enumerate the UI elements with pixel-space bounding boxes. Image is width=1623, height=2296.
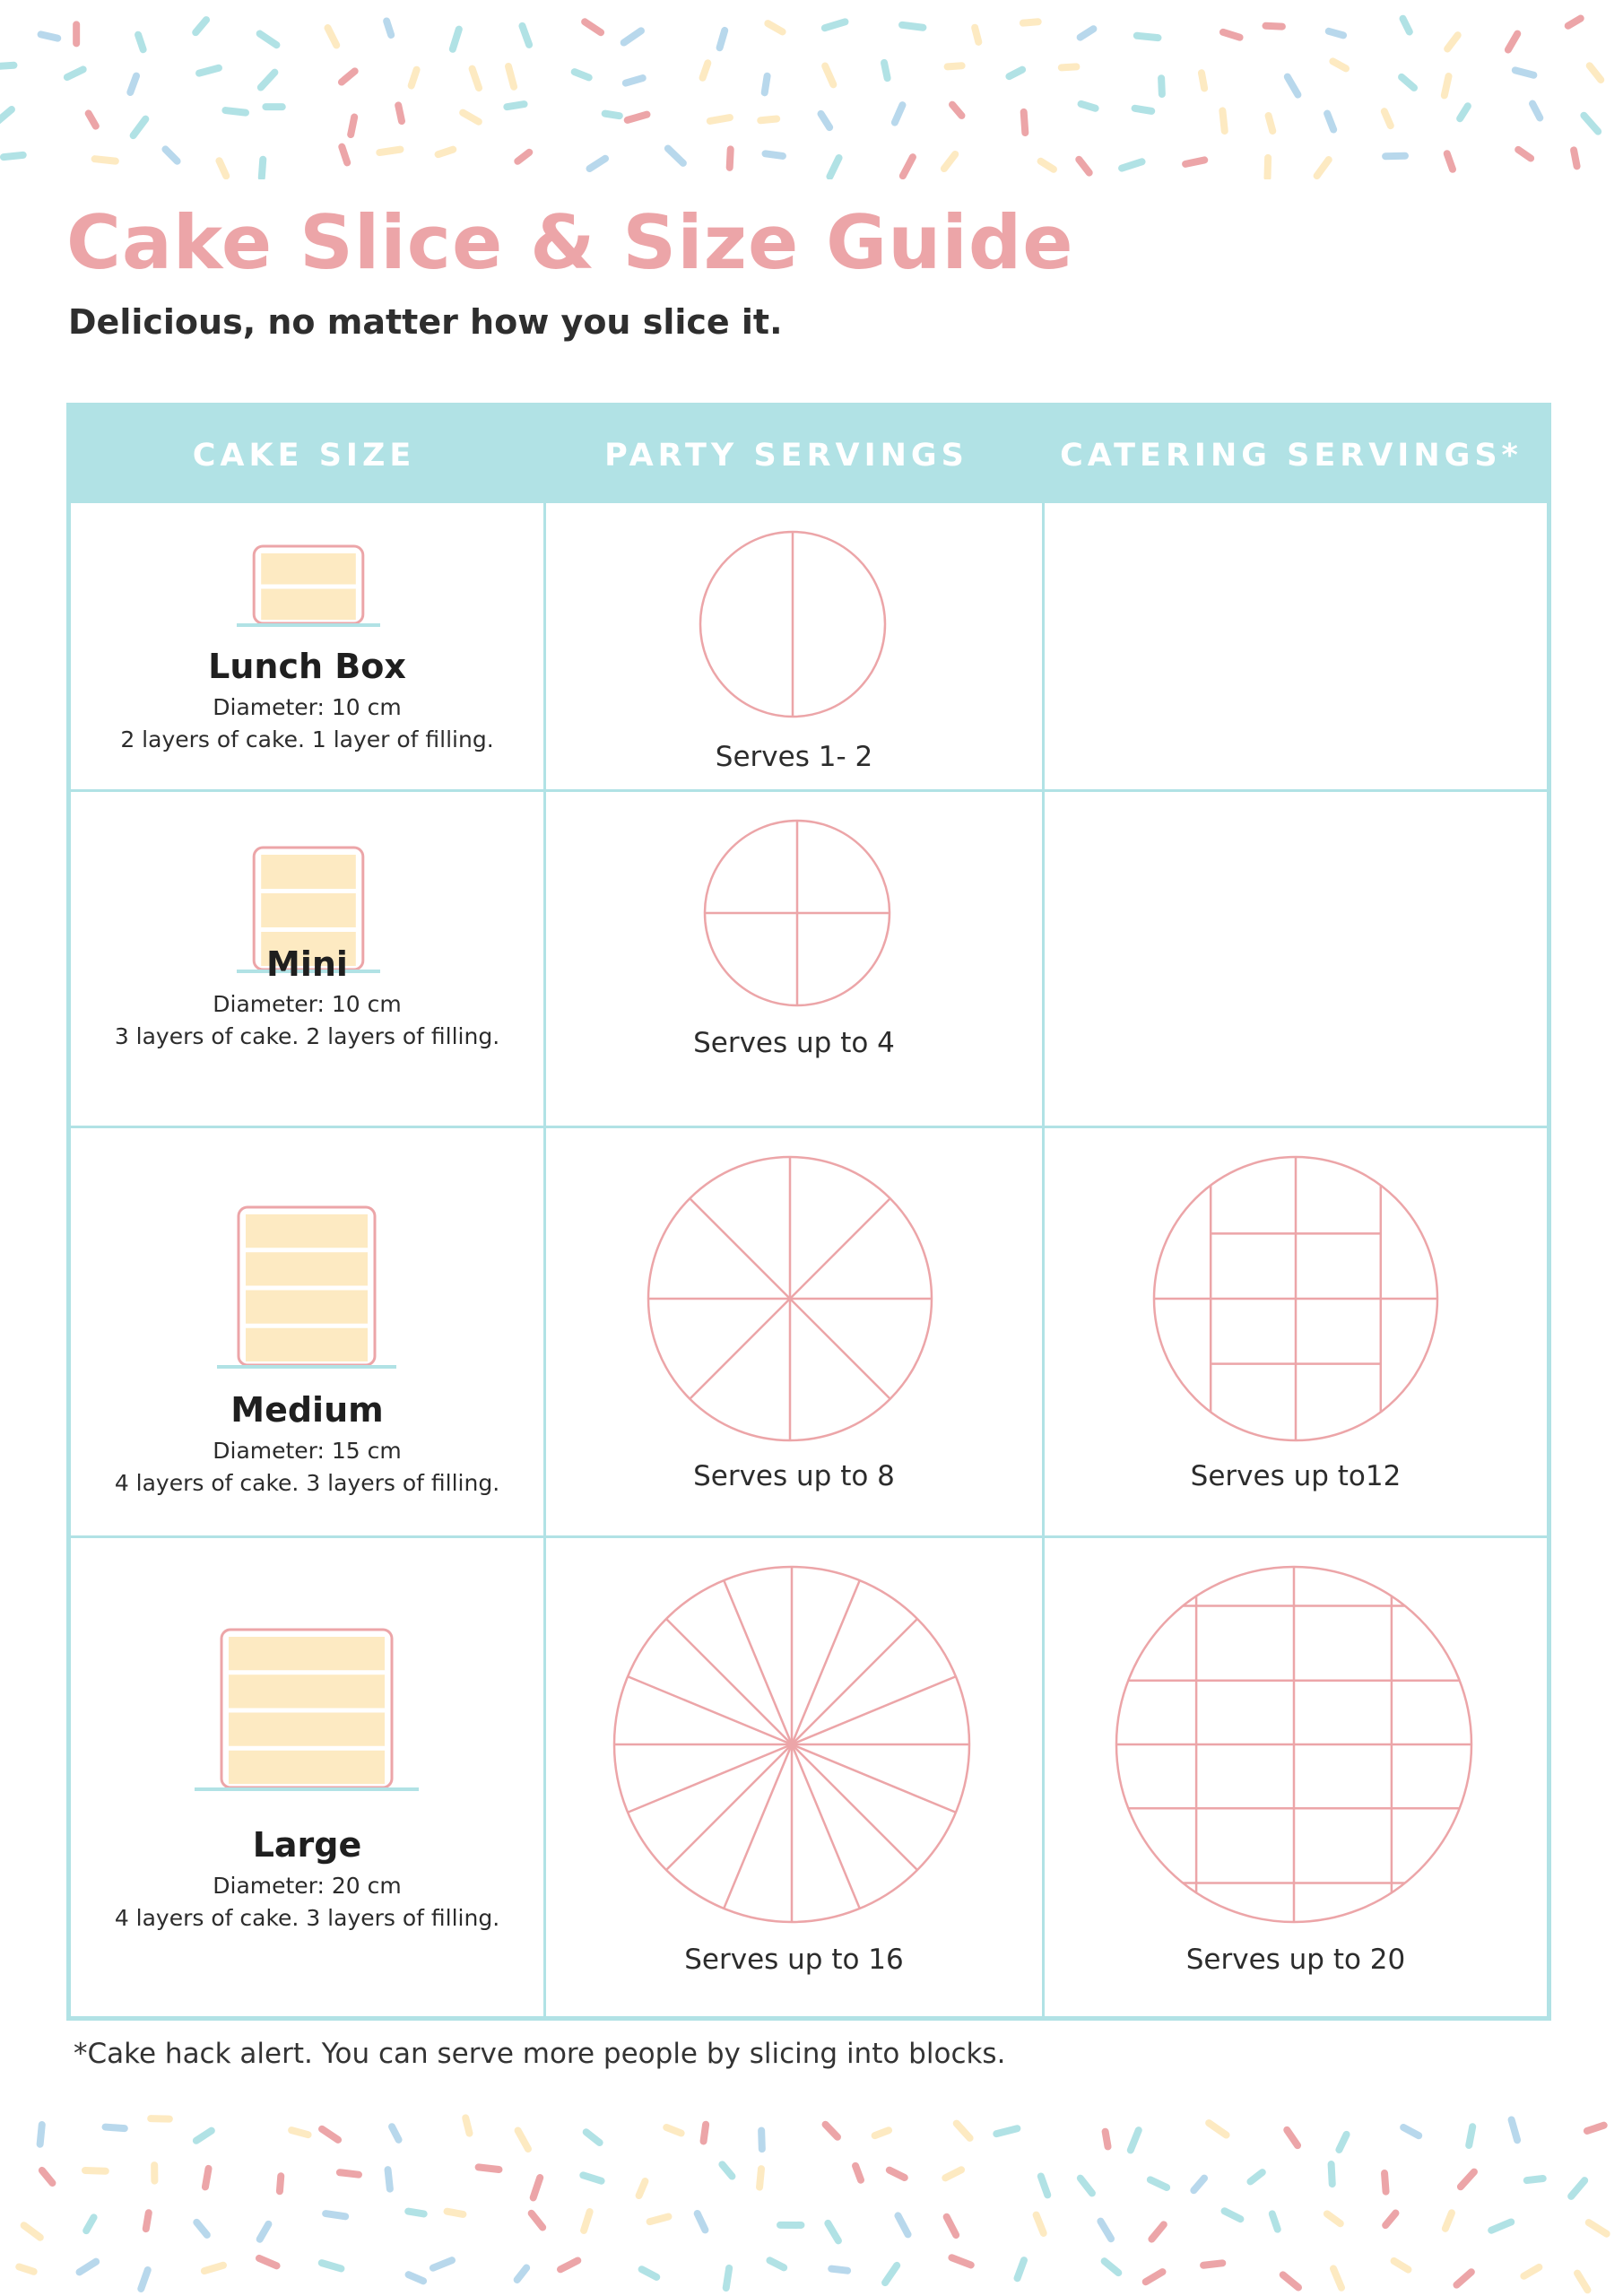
catering-serving-label: Serves up to12: [1190, 1460, 1402, 1492]
sprinkle: [996, 2128, 1017, 2134]
sprinkle: [4, 155, 23, 157]
sprinkle: [106, 2127, 125, 2129]
sprinkle: [1402, 77, 1414, 88]
sprinkle: [453, 30, 459, 49]
table-row-large: [71, 1538, 543, 2016]
sprinkle: [204, 2266, 223, 2271]
cake-layer: [229, 1751, 385, 1784]
sprinkle: [1574, 150, 1577, 166]
sprinkle: [1137, 36, 1159, 38]
cake-layer: [261, 893, 356, 927]
sprinkle: [722, 2164, 732, 2176]
sprinkle: [146, 2213, 149, 2229]
sprinkle: [260, 2224, 269, 2239]
sprinkle: [885, 2266, 897, 2283]
party-serving-label: Serves up to 4: [693, 1027, 895, 1059]
sprinkle: [1209, 2123, 1226, 2135]
sprinkle: [1329, 31, 1343, 36]
sprinkle: [134, 119, 146, 135]
table-header-row: [71, 407, 1547, 503]
sprinkle: [89, 113, 96, 126]
catering-serving-large: [1045, 1538, 1547, 2016]
sprinkle: [199, 68, 219, 74]
slice-cut: [790, 1198, 890, 1299]
sprinkle: [759, 2169, 761, 2187]
sprinkle: [463, 113, 479, 122]
cake-layer: [246, 1291, 368, 1324]
cake-layers: 4 layers of cake. 3 layers of filling.: [114, 1470, 500, 1496]
sprinkle: [517, 2268, 526, 2280]
sprinkle: [1287, 2130, 1298, 2145]
sprinkle: [1456, 2272, 1471, 2284]
sprinkle: [1225, 2211, 1241, 2219]
cake-icon: [195, 1624, 419, 1795]
sprinkle: [1461, 2172, 1474, 2187]
sprinkle: [219, 161, 226, 176]
cake-layer: [246, 1214, 368, 1248]
party-serving-lunch-box: [546, 503, 1042, 789]
sprinkle: [605, 114, 620, 117]
sprinkle: [875, 2130, 889, 2135]
sprinkle: [1100, 2222, 1111, 2239]
party-serving-medium: [546, 1128, 1042, 1535]
party-serving-large: [546, 1538, 1042, 2016]
sprinkle: [322, 2263, 342, 2268]
sprinkle: [328, 28, 337, 45]
sprinkle: [0, 109, 12, 122]
sprinkle: [291, 2130, 308, 2135]
sprinkle: [1402, 19, 1409, 32]
slice-cut: [792, 1744, 917, 1870]
sprinkle: [1327, 114, 1333, 130]
sprinkle: [340, 2172, 359, 2174]
sprinkle: [726, 2268, 729, 2288]
sprinkle: [1571, 2180, 1584, 2196]
sprinkle: [1288, 77, 1298, 95]
sprinkle: [518, 2130, 528, 2149]
catering-serving-mini: [1045, 792, 1547, 1126]
sprinkle: [1081, 29, 1094, 37]
sprinkle: [398, 105, 402, 121]
cake-size-name: Large: [252, 1825, 362, 1865]
sprinkle: [342, 71, 355, 82]
sprinkle: [95, 159, 116, 161]
cake-icon: [217, 1202, 396, 1372]
cake-layers: 3 layers of cake. 2 layers of filling.: [114, 1023, 500, 1049]
sprinkle: [1394, 2261, 1409, 2270]
cake-layer: [246, 1252, 368, 1285]
party-slice-diagram: [703, 819, 891, 1007]
sprinkle: [698, 2213, 706, 2230]
sprinkle: [1327, 2213, 1341, 2223]
sprinkle: [1131, 2130, 1139, 2150]
sprinkle: [19, 2266, 33, 2271]
sprinkle: [433, 2260, 452, 2267]
sprinkle: [584, 2212, 590, 2231]
sprinkle: [1081, 104, 1096, 109]
sprinkle: [465, 2118, 469, 2133]
sprinkle: [408, 2212, 423, 2214]
sprinkle: [825, 22, 846, 28]
sprinkle: [1106, 2132, 1108, 2147]
sprinkle: [205, 2169, 209, 2187]
sprinkle: [766, 153, 783, 156]
sprinkle: [325, 2213, 345, 2216]
sprinkle: [639, 2181, 646, 2196]
sprinkle: [386, 21, 391, 35]
sprinkle: [903, 157, 913, 176]
cake-diameter: Diameter: 10 cm: [213, 694, 402, 720]
sprinkle: [1532, 104, 1540, 118]
sprinkle: [1062, 66, 1077, 67]
sprinkle: [86, 2217, 93, 2231]
sprinkle: [589, 159, 605, 169]
sprinkle: [1222, 110, 1224, 131]
catering-serving-medium: [1045, 1128, 1547, 1535]
sprinkle: [438, 150, 454, 154]
cake-layer: [261, 855, 356, 889]
sprinkle: [280, 2176, 281, 2191]
sprinkle: [1515, 70, 1534, 74]
cake-layer: [246, 1328, 368, 1361]
sprinkle: [1447, 35, 1458, 48]
catering-block-diagram: [1115, 1565, 1473, 1924]
sprinkle: [259, 2258, 277, 2266]
sprinkle: [890, 2170, 905, 2178]
page-title: Cake Slice & Size Guide: [66, 199, 1074, 286]
sprinkle: [1317, 160, 1329, 176]
sprinkle: [80, 2262, 97, 2273]
cake-layer: [261, 589, 356, 621]
sprinkle: [1447, 153, 1453, 170]
sprinkle: [760, 119, 777, 121]
sprinkle: [1332, 61, 1346, 68]
sprinkle: [1250, 2172, 1262, 2181]
party-slice-diagram: [612, 1565, 971, 1924]
sprinkle: [1508, 34, 1517, 50]
sprinkle: [831, 2269, 847, 2271]
party-serving-label: Serves 1- 2: [715, 741, 873, 773]
sprinkle: [1333, 2268, 1341, 2287]
sprinkle: [1272, 2213, 1278, 2229]
sprinkle: [1384, 111, 1391, 126]
slice-cut: [792, 1619, 917, 1744]
sprinkle: [730, 149, 731, 167]
sprinkle: [1105, 2261, 1119, 2273]
sprinkle: [704, 2125, 707, 2142]
sprinkle: [412, 70, 417, 86]
sprinkle: [703, 63, 708, 77]
sprinkle: [41, 34, 58, 38]
sprinkle: [944, 154, 955, 169]
sprinkle: [560, 2260, 577, 2269]
sprinkle: [975, 28, 978, 42]
sprinkle: [522, 26, 529, 45]
sprinkle: [1122, 161, 1141, 168]
size-guide-table: [66, 403, 1551, 2021]
sprinkle: [585, 22, 601, 32]
sprinkle: [761, 2130, 762, 2149]
sprinkle: [532, 2213, 542, 2228]
sprinkle: [447, 2212, 464, 2214]
sprinkle: [895, 105, 903, 122]
sprinkle: [517, 152, 529, 161]
sprinkle: [1037, 2215, 1044, 2233]
slice-cut: [690, 1198, 790, 1299]
sprinkle: [902, 25, 923, 28]
sprinkle: [586, 2132, 600, 2143]
slice-cut: [690, 1299, 790, 1399]
sprinkle: [1518, 150, 1531, 159]
sprinkle: [1568, 19, 1581, 26]
sprinkle: [141, 2270, 147, 2289]
sprinkle: [262, 160, 263, 178]
sprinkle: [821, 114, 830, 127]
header-catering-servings: CATERING SERVINGS*: [1060, 437, 1523, 474]
sprinkle: [388, 2170, 390, 2189]
sprinkle: [668, 149, 683, 163]
cake-size-name: Lunch Box: [208, 647, 406, 686]
sprinkle: [947, 2217, 957, 2235]
sprinkle: [1460, 106, 1468, 118]
cake-layers: 4 layers of cake. 3 layers of filling.: [114, 1905, 500, 1931]
catering-serving-lunch-box: [1045, 503, 1547, 789]
cake-layer: [229, 1674, 385, 1708]
sprinkle: [1041, 2176, 1047, 2195]
sprinkle: [196, 2222, 207, 2235]
party-serving-label: Serves up to 8: [693, 1460, 895, 1492]
sprinkle: [0, 65, 13, 66]
sprinkle: [628, 115, 647, 120]
header-party-servings: PARTY SERVINGS: [604, 437, 968, 474]
party-serving-label: Serves up to 16: [684, 1944, 904, 1976]
sprinkle: [1202, 73, 1204, 88]
sprinkle: [765, 76, 768, 93]
slice-cut: [666, 1744, 792, 1870]
sprinkle: [1385, 2213, 1395, 2226]
footnote: *Cake hack alert. You can serve more people by slicing into blocks.: [74, 2038, 1006, 2070]
cake-diameter: Diameter: 10 cm: [213, 991, 402, 1017]
sprinkle: [884, 63, 888, 78]
sprinkle: [534, 2178, 541, 2197]
sprinkle: [40, 2125, 42, 2144]
sprinkle: [1146, 2272, 1163, 2282]
cake-layer: [261, 553, 356, 585]
sprinkle: [1009, 70, 1022, 76]
sprinkle: [1523, 2267, 1539, 2276]
cake-size-name: Mini: [266, 944, 348, 984]
sprinkle: [1161, 78, 1162, 94]
cake-layer: [229, 1637, 385, 1670]
sprinkle: [1203, 2263, 1222, 2265]
sprinkle: [1223, 32, 1240, 38]
sprinkle: [1587, 2126, 1604, 2131]
sprinkle: [196, 2131, 212, 2141]
sprinkle: [829, 158, 838, 177]
sprinkle: [379, 150, 400, 152]
sprinkle: [67, 69, 83, 77]
sprinkle: [1185, 160, 1204, 163]
sprinkle: [575, 72, 589, 77]
sprinkle: [1469, 2126, 1472, 2145]
slice-cut: [790, 1299, 890, 1399]
sprinkle: [1577, 2274, 1587, 2291]
sprinkle: [165, 149, 177, 161]
sprinkle: [1135, 109, 1152, 111]
sprinkle: [1445, 2213, 1452, 2229]
sprinkle: [225, 110, 246, 113]
cake-layer: [229, 1713, 385, 1746]
party-slice-diagram: [647, 1155, 933, 1442]
sprinkle: [24, 2225, 40, 2237]
sprinkle: [828, 2223, 838, 2240]
sprinkle: [1445, 76, 1449, 95]
sprinkle: [945, 2170, 961, 2178]
catering-serving-label: Serves up to 20: [1185, 1944, 1406, 1976]
sprinkle: [1269, 116, 1273, 131]
sprinkle: [1041, 161, 1054, 170]
sprinkle: [855, 2166, 861, 2180]
sprinkle: [1339, 2135, 1346, 2150]
sprinkle: [392, 2126, 399, 2140]
catering-block-diagram: [1152, 1155, 1439, 1442]
sprinkle: [1024, 112, 1026, 133]
sprinkle: [769, 2260, 784, 2267]
sprinkle: [720, 30, 725, 48]
sprinkle: [260, 34, 277, 46]
sprinkle: [138, 35, 143, 50]
sprinkle: [1150, 2179, 1167, 2187]
sprinkle: [825, 66, 833, 85]
sprinkle: [1081, 2179, 1092, 2194]
sprinkle: [957, 2124, 970, 2138]
cake-diameter: Diameter: 20 cm: [213, 1873, 402, 1899]
sprinkle: [507, 104, 524, 107]
sprinkle: [473, 69, 479, 88]
cake-diameter: Diameter: 15 cm: [213, 1438, 402, 1464]
sprinkle: [710, 117, 730, 121]
sprinkle: [1268, 158, 1269, 178]
sprinkle: [951, 2257, 970, 2265]
sprinkle: [261, 73, 275, 88]
sprinkle: [322, 2129, 338, 2140]
sprinkle: [624, 30, 641, 42]
sprinkle: [1584, 116, 1598, 132]
table-row-lunch-box: [71, 503, 543, 789]
sprinkle: [508, 66, 514, 87]
sprinkle: [1193, 2179, 1204, 2191]
sprinkle: [1403, 2127, 1419, 2135]
sprinkle: [1491, 2222, 1511, 2230]
sprinkle: [1151, 2224, 1163, 2239]
cake-layers: 2 layers of cake. 1 layer of filling.: [120, 726, 494, 752]
sprinkle: [583, 2175, 601, 2180]
sprinkle: [342, 147, 347, 163]
sprinkle: [130, 76, 136, 92]
sprinkle: [666, 2127, 681, 2133]
sprinkle: [42, 2170, 53, 2183]
sprinkle: [1018, 2260, 1024, 2278]
sprinkle: [195, 20, 206, 32]
sprinkle: [479, 2167, 499, 2170]
sprinkle: [351, 117, 354, 135]
slice-cut: [666, 1619, 792, 1744]
header-cake-size: CAKE SIZE: [192, 437, 416, 474]
table-row-mini: [71, 792, 543, 1126]
sprinkle: [826, 2125, 838, 2137]
sprinkle: [768, 23, 782, 31]
party-slice-diagram: [699, 530, 887, 718]
party-serving-mini: [546, 792, 1042, 1126]
sprinkle: [952, 105, 961, 116]
sprinkle: [1527, 2179, 1543, 2180]
sprinkle: [1283, 2274, 1298, 2287]
sprinkle: [1590, 65, 1601, 80]
sprinkle: [1512, 2119, 1518, 2140]
sprinkle: [948, 65, 962, 66]
sprinkle: [642, 2269, 657, 2277]
sprinkle: [650, 2217, 669, 2222]
sprinkle: [85, 2170, 106, 2171]
sprinkle: [898, 2215, 907, 2234]
sprinkle: [1265, 26, 1281, 27]
table-row-medium: [71, 1128, 543, 1535]
sprinkles-top-decoration: [0, 0, 1623, 179]
sprinkle: [1079, 160, 1089, 173]
sprinkle: [1384, 2173, 1386, 2192]
page-subtitle: Delicious, no matter how you slice it.: [68, 302, 783, 342]
sprinkle: [409, 2274, 423, 2281]
sprinkle: [626, 78, 643, 83]
sprinkle: [1589, 2222, 1607, 2234]
sprinkles-bottom-decoration: [0, 2099, 1623, 2296]
cake-icon: [237, 541, 380, 631]
cake-size-name: Medium: [230, 1390, 384, 1430]
